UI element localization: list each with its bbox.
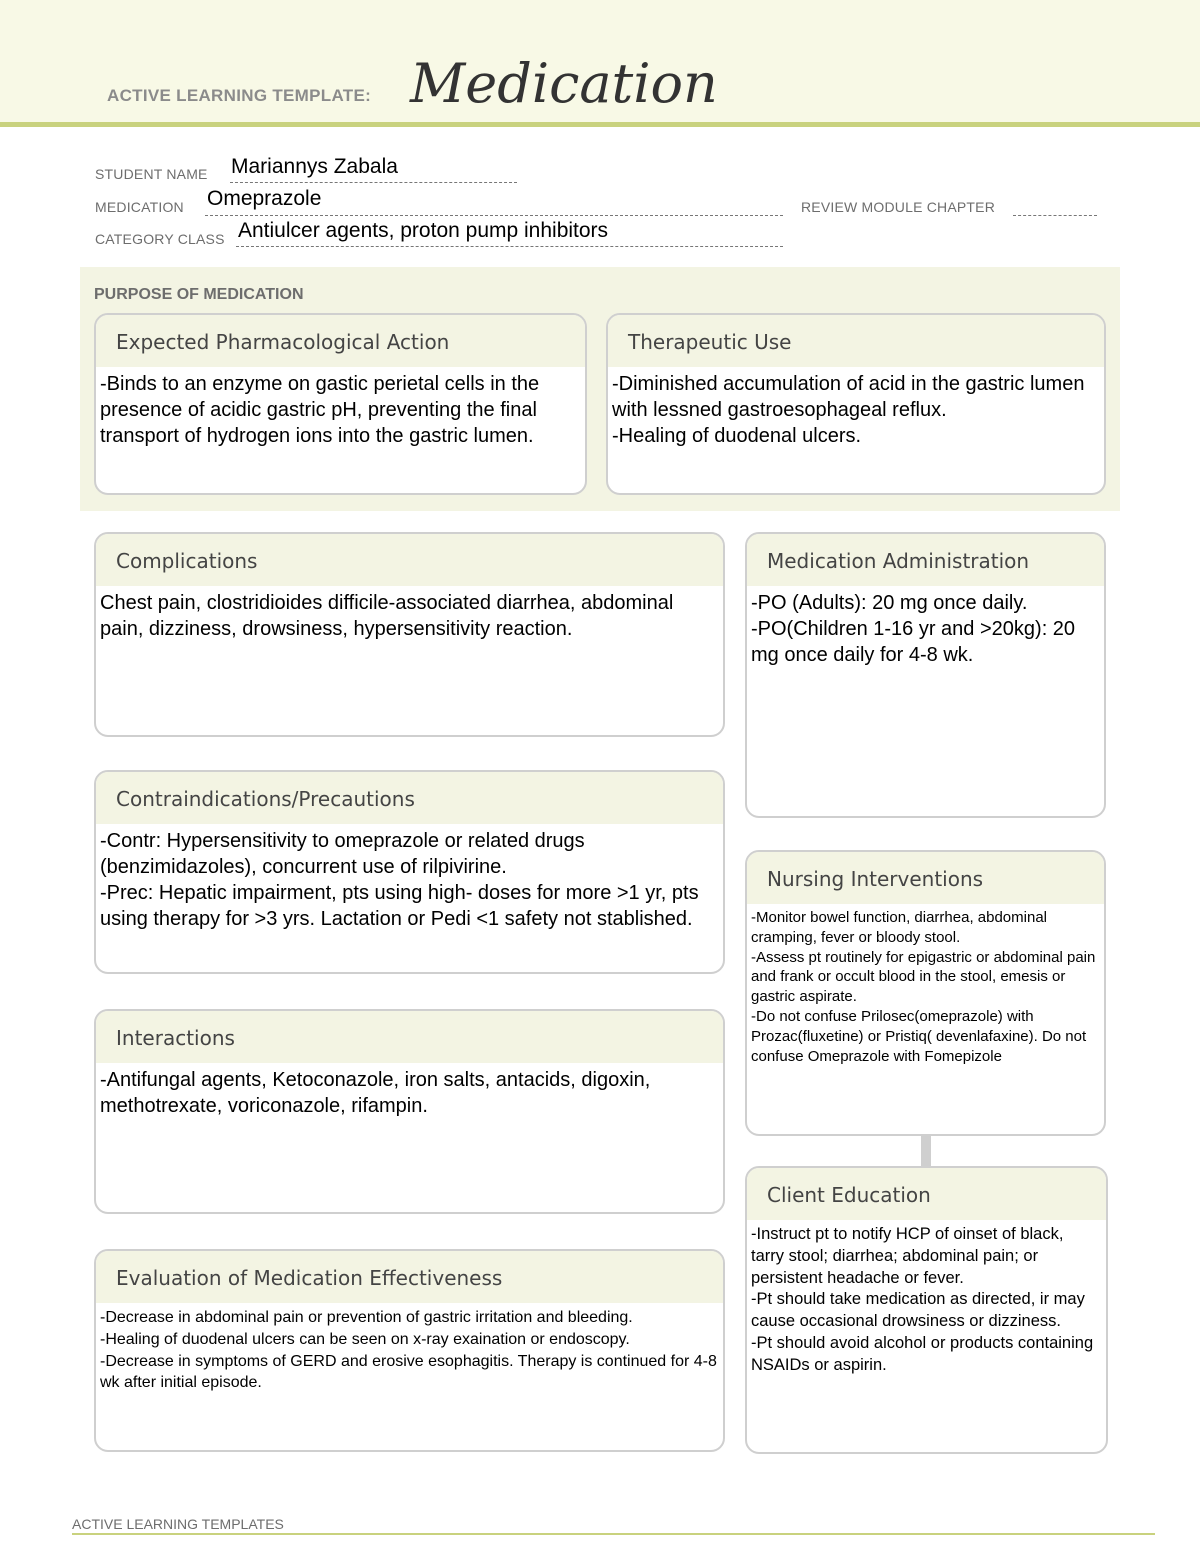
header-divider <box>0 122 1200 127</box>
purpose-title: PURPOSE OF MEDICATION <box>94 286 304 303</box>
contraindications-heading: Contraindications/Precautions <box>96 772 723 824</box>
template-label: ACTIVE LEARNING TEMPLATE: <box>107 86 372 105</box>
footer-label: ACTIVE LEARNING TEMPLATES <box>72 1516 284 1532</box>
evaluation-line[interactable]: -Decrease in symptoms of GERD and erosive esophagitis. Therapy is continued for 4-8 wk after initial episode. <box>100 1352 717 1392</box>
client-education-line[interactable]: -Instruct pt to notify HCP of oinset of black, tarry stool; diarrhea; abdominal pain; or persistent headache or fever. <box>751 1225 1064 1287</box>
medication-label: MEDICATION <box>95 199 184 215</box>
expected-action-heading: Expected Pharmacological Action <box>96 315 585 367</box>
therapeutic-use-line[interactable]: -Healing of duodenal ulcers. <box>612 425 862 447</box>
category-class-label: CATEGORY CLASS <box>95 231 225 247</box>
student-name-underline <box>230 182 517 183</box>
review-module-underline <box>1013 215 1097 216</box>
complications-heading: Complications <box>96 534 723 586</box>
medication-field[interactable]: Omeprazole <box>207 187 322 210</box>
nursing-line[interactable]: -Monitor bowel function, diarrhea, abdominal cramping, fever or bloody stool. <box>751 909 1047 946</box>
nursing-line[interactable]: -Do not confuse Prilosec(omeprazole) with Prozac(fluxetine) or Pristiq( devenlafaxine). Do not confuse Omeprazole with Fomepizole <box>751 1007 1087 1065</box>
student-name-label: STUDENT NAME <box>95 166 208 182</box>
medication-underline <box>205 215 783 216</box>
administration-heading: Medication Administration <box>747 534 1104 586</box>
contraindications-line[interactable]: -Prec: Hepatic impairment, pts using high- doses for more >1 yr, pts using therapy for >3 yrs. Lactation or Pedi <1 safety not stablished. <box>100 882 699 930</box>
therapeutic-use-box <box>606 313 1106 495</box>
complications-text[interactable]: Chest pain, clostridioides difficile-associated diarrhea, abdominal pain, dizziness, drowsiness, hypersensitivity reaction. <box>100 592 674 640</box>
administration-line[interactable]: -PO(Children 1-16 yr and >20kg): 20 mg once daily for 4-8 wk. <box>751 618 1076 666</box>
therapeutic-use-line[interactable]: -Diminished accumulation of acid in the gastric lumen with lessned gastroesophageal reflux. <box>612 373 1085 421</box>
nursing-interventions-heading: Nursing Interventions <box>747 852 1104 904</box>
client-education-heading: Client Education <box>747 1168 1106 1220</box>
client-education-line[interactable]: -Pt should avoid alcohol or products containing NSAIDs or aspirin. <box>751 1333 1094 1374</box>
expected-action-box <box>94 313 587 495</box>
evaluation-line[interactable]: -Decrease in abdominal pain or prevention of gastric irritation and bleeding. <box>100 1309 633 1326</box>
expected-action-text[interactable]: -Binds to an enzyme on gastic perietal cells in the presence of acidic gastric pH, preventing the final transport of hydrogen ions into the gastric lumen. <box>100 373 540 447</box>
category-class-underline <box>236 246 783 247</box>
client-education-line[interactable]: -Pt should take medication as directed, ir may cause occasional drowsiness or dizziness. <box>751 1290 1085 1331</box>
category-class-field[interactable]: Antiulcer agents, proton pump inhibitors <box>238 219 609 242</box>
nursing-interventions-box <box>745 850 1106 1136</box>
interactions-heading: Interactions <box>96 1011 723 1063</box>
therapeutic-use-heading: Therapeutic Use <box>608 315 1104 367</box>
evaluation-heading: Evaluation of Medication Effectiveness <box>96 1251 723 1303</box>
review-module-label: REVIEW MODULE CHAPTER <box>801 199 995 215</box>
administration-box <box>745 532 1106 818</box>
evaluation-line[interactable]: -Healing of duodenal ulcers can be seen on x-ray exaination or endoscopy. <box>100 1330 630 1348</box>
interactions-box <box>94 1009 725 1214</box>
evaluation-box <box>94 1249 725 1452</box>
student-name-field[interactable]: Mariannys Zabala <box>231 155 398 178</box>
interactions-text[interactable]: -Antifungal agents, Ketoconazole, iron salts, antacids, digoxin, methotrexate, voriconazole, rifampin. <box>100 1069 651 1117</box>
contraindications-line[interactable]: -Contr: Hypersensitivity to omeprazole or related drugs (benzimidazoles), concurrent use of rilpivirine. <box>100 830 585 878</box>
client-education-box <box>745 1166 1108 1454</box>
nursing-education-connector <box>921 1134 931 1166</box>
contraindications-box <box>94 770 725 974</box>
nursing-line[interactable]: -Assess pt routinely for epigastric or abdominal pain and frank or occult blood in the stool, emesis or gastric aspirate. <box>751 948 1096 1006</box>
footer-divider <box>72 1533 1155 1535</box>
page-title: Medication <box>410 52 718 115</box>
complications-box <box>94 532 725 737</box>
administration-line[interactable]: -PO (Adults): 20 mg once daily. <box>751 592 1028 614</box>
